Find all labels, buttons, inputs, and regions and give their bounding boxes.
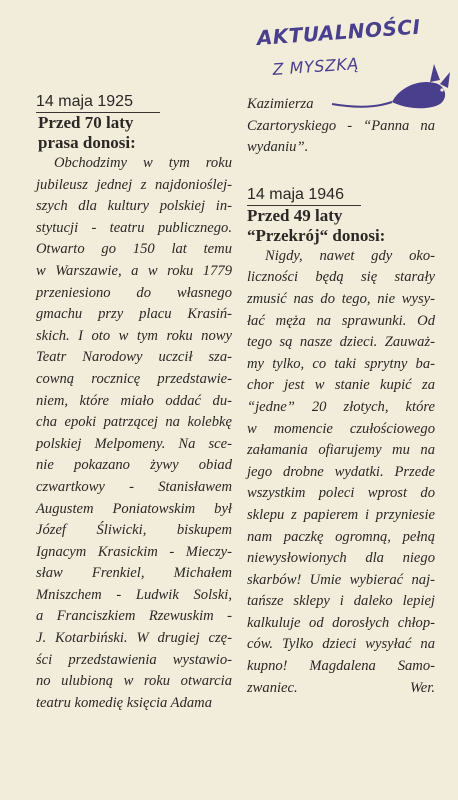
text-line: teatru komedię księcia Adama	[36, 694, 213, 711]
text-line: cowną rocznicę przedstawie-	[36, 370, 232, 387]
text-line: kupno! Magdalena Samo-	[247, 658, 435, 675]
text-line: Teatr Narodowy uczcił sza-	[36, 349, 232, 366]
text-line: kalkuluje od dorosłych chłop-	[247, 614, 435, 631]
text-line: Kazimierza	[247, 96, 314, 112]
text-line: cha epoki patrzącej na kolebkę	[36, 414, 232, 431]
text-line: tańsze sklepy i daleko lepiej	[247, 593, 435, 610]
text-line: tego są nasze dzieci. Zauważ-	[247, 334, 435, 351]
article-continuation	[247, 94, 435, 159]
article-subheading: “Przekrój“ donosi:	[247, 225, 386, 245]
text-line: załamania ofiarujemy mu na	[247, 442, 435, 459]
text-line: nie pokazano żywy obiad	[36, 457, 232, 474]
text-line: jego drobne wydatki. Przede	[247, 463, 435, 480]
article-heading: Przed 70 laty	[38, 113, 134, 132]
text-line: jubileusz jednej z najdonioślej-	[36, 176, 232, 193]
text-line: gmachu przy placu Krasiń-	[36, 306, 232, 323]
text-line: zwaniec. Wer.	[247, 679, 435, 696]
logo-subtitle: Z MYSZKĄ	[272, 53, 360, 79]
text-line: a Franciszkiem Rzewuskim -	[36, 608, 232, 625]
text-line: łać męża na sprawunki. Od	[247, 312, 435, 329]
text-line: ści przedstawienia wystawio-	[36, 651, 232, 668]
text-line: zmusić nas do tego, nie wysy-	[247, 290, 435, 307]
text-line: wszystkim poleci wprost do	[247, 485, 435, 502]
text-line: no ulubioną w roku otwarcia	[36, 673, 232, 690]
text-line: polskiej Melpomeny. Na sce-	[36, 435, 232, 452]
text-line: chor jest w stanie kupić za	[247, 377, 435, 394]
article-date: 14 maja 1925	[36, 92, 160, 113]
text-line: w momencie czułościowego	[247, 420, 435, 437]
text-line: Czartoryskiego - “Panna na	[247, 117, 435, 134]
text-line: J. Kotarbiński. W drugiej czę-	[36, 630, 232, 647]
article-body	[36, 153, 232, 714]
article-heading: Przed 49 laty	[247, 205, 343, 225]
text-line: skich. I oto w tym roku nowy	[36, 327, 232, 344]
text-line: liczności będą się starały	[247, 269, 435, 286]
text-line: sklepu z papierem i przyniesie	[247, 506, 435, 523]
text-line: “jedne” 20 złotych, które	[247, 398, 435, 415]
text-line: nam paczkę ogromną, pełną	[247, 528, 435, 545]
text-line: przeniesiono do własnego	[36, 284, 232, 301]
text-line: wydaniu”.	[247, 139, 309, 156]
text-line: szych dla kultury polskiej in-	[36, 198, 232, 215]
text-line: Otwarto go 150 lat temu	[36, 241, 232, 258]
article-1925	[36, 92, 232, 714]
text-line: czwartkowy - Stanisławem	[36, 478, 232, 495]
text-line: stytucji - teatru publicznego.	[36, 219, 232, 236]
logo-title: AKTUALNOŚCI	[256, 14, 422, 50]
text-line: Nigdy, nawet gdy oko-	[265, 247, 435, 264]
article-body	[247, 246, 435, 699]
text-line: skarbów! Umie wybierać naj-	[247, 571, 435, 588]
article-subheading: prasa donosi:	[38, 133, 136, 152]
text-line: niem, które miało oddać du-	[36, 392, 232, 409]
text-line: sław Frenkiel, Michałem	[36, 565, 232, 582]
text-line: Ignacym Krasickim - Mieczy-	[36, 543, 232, 560]
text-line: Augustem Poniatowskim był	[36, 500, 232, 517]
text-line: ców. Tylko dzieci wysyłać na	[247, 636, 435, 653]
text-line: my tylko, co taki sprytny ba-	[247, 355, 435, 372]
text-line: Obchodzimy w tym roku	[54, 155, 232, 171]
text-line: niewysłowionych dla niego	[247, 550, 435, 567]
text-line: Mniszchem - Ludwik Solski,	[36, 586, 232, 603]
text-line: Józef Śliwicki, biskupem	[36, 522, 232, 539]
article-date: 14 maja 1946	[247, 185, 361, 206]
article-1946	[247, 92, 435, 699]
text-line: w Warszawie, a w roku 1779	[36, 262, 232, 279]
